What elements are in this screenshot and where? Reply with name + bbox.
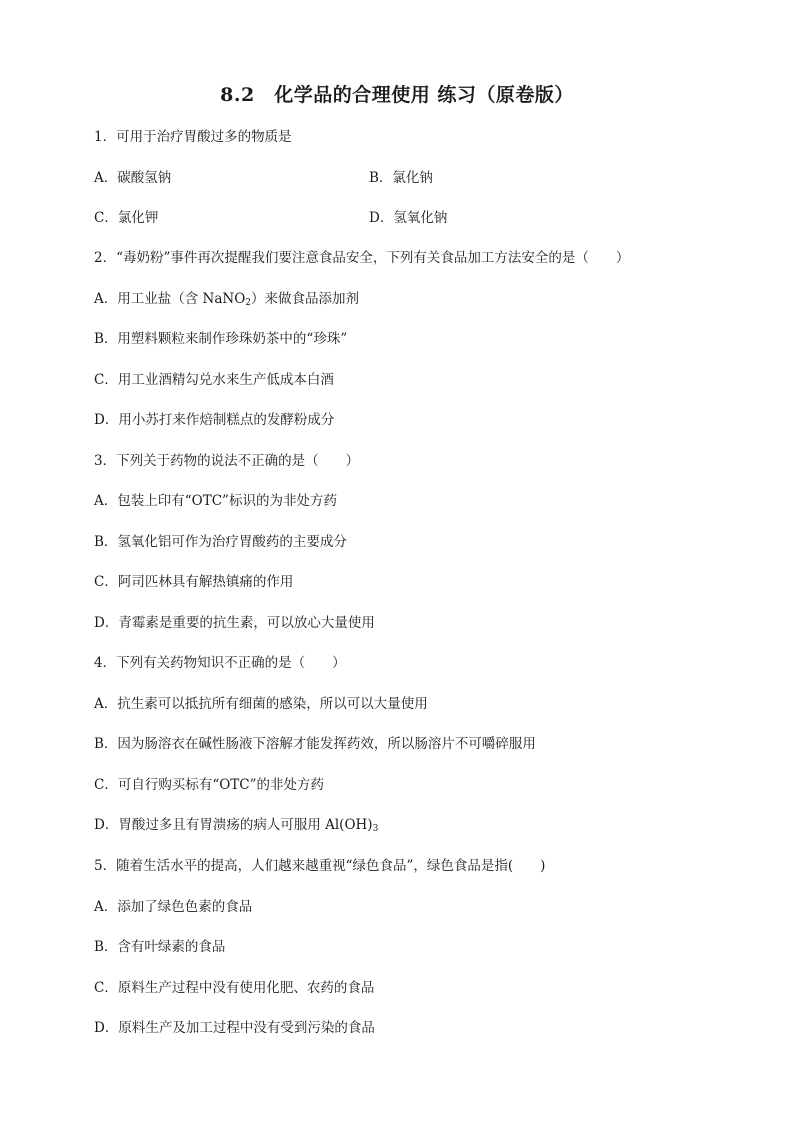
question-3-option-b: B．氢氧化铝可作为治疗胃酸药的主要成分 <box>94 534 347 550</box>
question-5-option-c: C．原料生产过程中没有使用化肥、农药的食品 <box>94 980 375 996</box>
question-5-option-a: A．添加了绿色色素的食品 <box>94 899 253 915</box>
question-2-option-a <box>94 290 359 308</box>
question-5-option-d: D．原料生产及加工过程中没有受到污染的食品 <box>94 1020 375 1036</box>
question-3-option-a: A．包装上印有“OTC”标识的为非处方药 <box>94 493 337 509</box>
question-3-option-c: C．阿司匹林具有解热镇痛的作用 <box>94 574 294 590</box>
question-2-option-a-suffix: ）来做食品添加剂 <box>251 291 360 307</box>
question-1-option-a: A．碳酸氢钠 <box>94 170 172 186</box>
question-4-stem: 4．下列有关药物知识不正确的是（ ） <box>94 655 346 671</box>
question-5-stem: 5．随着生活水平的提高，人们越来越重视“绿色食品”，绿色食品是指( ) <box>94 858 546 874</box>
question-4-option-d-prefix: D．胃酸过多且有胃溃疡的病人可服用 Al(OH) <box>94 817 373 833</box>
question-1-option-d: D．氢氧化钠 <box>369 210 448 226</box>
question-4-option-c: C．可自行购买标有“OTC”的非处方药 <box>94 777 325 793</box>
question-4-option-a: A．抗生素可以抵抗所有细菌的感染，所以可以大量使用 <box>94 696 428 712</box>
question-5-option-b: B．含有叶绿素的食品 <box>94 939 226 955</box>
question-4-option-d <box>94 816 378 834</box>
question-2-option-c: C．用工业酒精勾兑水来生产低成本白酒 <box>94 372 334 388</box>
question-3-stem: 3．下列关于药物的说法不正确的是（ ） <box>94 453 360 469</box>
page-title: 8.2 化学品的合理使用 练习（原卷版） <box>220 84 574 106</box>
question-1-option-c: C．氯化钾 <box>94 210 159 226</box>
question-2-stem: 2．“毒奶粉”事件再次提醒我们要注意食品安全，下列有关食品加工方法安全的是（ ） <box>94 250 630 266</box>
question-2-option-a-subscript: 2 <box>245 298 252 308</box>
question-2-option-b: B．用塑料颗粒来制作珍珠奶茶中的“珍珠” <box>94 331 348 347</box>
question-2-option-a-prefix: A．用工业盐（含 NaNO <box>94 291 246 307</box>
question-3-option-d: D．青霉素是重要的抗生素，可以放心大量使用 <box>94 615 375 631</box>
question-2-option-d: D．用小苏打来作焙制糕点的发酵粉成分 <box>94 412 335 428</box>
question-1-option-b: B．氯化钠 <box>369 170 433 186</box>
question-4-option-b: B．因为肠溶衣在碱性肠液下溶解才能发挥药效，所以肠溶片不可嚼碎服用 <box>94 736 536 752</box>
question-1-stem: 1．可用于治疗胃酸过多的物质是 <box>94 129 292 145</box>
question-4-option-d-subscript: 3 <box>372 824 379 834</box>
